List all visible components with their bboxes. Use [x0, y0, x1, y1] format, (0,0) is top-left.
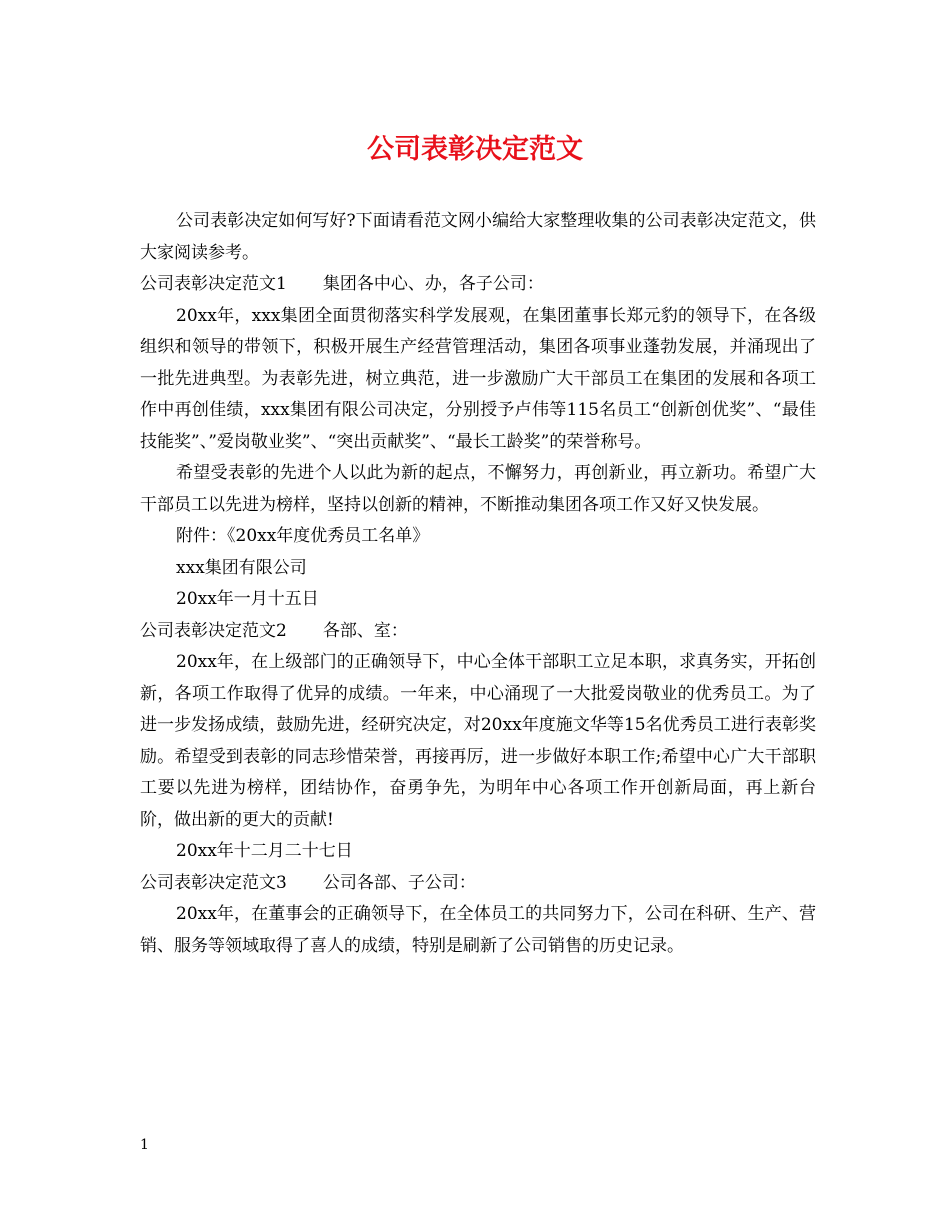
sample1-paragraph-2: 希望受表彰的先进个人以此为新的起点，不懈努力，再创新业，再立新功。希望广大干部员工以先进为榜样，坚持以创新的精神，不断推动集团各项工作又好又快发展。: [140, 463, 816, 515]
sample1-company: xxx集团有限公司: [176, 557, 307, 578]
sample3-recipient: 公司各部、子公司：: [322, 872, 476, 893]
sample1-recipient: 集团各中心、办，各子公司：: [322, 274, 544, 294]
sample1-paragraph-1: 20xx年，xxx集团全面贯彻落实科学发展观，在集团董事长郑元豹的领导下，在各级组织和领导的带领下，积极开展生产经营管理活动，集团各项事业蓬勃发展，并涌现出了一批先进典型。为表彰先进，树立典范，进一步激励广大干部员工在集团的发展和各项工作中再创佳绩，xxx集团有限公司决定，分别授予卢伟等115名员工“创新创优奖”、“最佳技能奖”、”爱岗敬业奖”、“突出贡献奖”、“最长工龄奖”的荣誉称号。: [140, 305, 816, 452]
sample1-date: 20xx年一月十五日: [176, 589, 319, 609]
sample3-heading: 公司表彰决定范文3: [140, 872, 287, 893]
sample1-heading: 公司表彰决定范文1: [140, 274, 287, 294]
document-body: [140, 206, 816, 962]
sample2-heading: 公司表彰决定范文2: [140, 620, 287, 641]
sample1-attachment: 附件：《20xx年度优秀员工名单》: [176, 526, 430, 546]
sample2-heading-line: [140, 616, 816, 648]
sample3-paragraph-1: 20xx年，在董事会的正确领导下，在全体员工的共同努力下，公司在科研、生产、营销、服务等领域取得了喜人的成绩，特别是刷新了公司销售的历史记录。: [140, 904, 816, 956]
intro-paragraph: 公司表彰决定如何写好?下面请看范文网小编给大家整理收集的公司表彰决定范文，供大家阅读参考。: [140, 211, 816, 263]
sample1-heading-line: [140, 269, 816, 301]
sample2-paragraph-1: 20xx年，在上级部门的正确领导下，中心全体干部职工立足本职，求真务实，开拓创新，各项工作取得了优异的成绩。一年来，中心涌现了一大批爱岗敬业的优秀员工。为了进一步发扬成绩，鼓励先进，经研究决定，对20xx年度施文华等15名优秀员工进行表彰奖励。希望受到表彰的同志珍惜荣誉，再接再厉，进一步做好本职工作;希望中心广大干部职工要以先进为榜样，团结协作，奋勇争先，为明年中心各项工作开创新局面，再上新台阶，做出新的更大的贡献!: [140, 652, 816, 830]
sample2-recipient: 各部、室：: [322, 620, 408, 641]
page-number: 1: [140, 1137, 149, 1153]
sample2-date: 20xx年十二月二十七日: [176, 841, 353, 861]
sample3-heading-line: [140, 868, 816, 900]
document-title: 公司表彰决定范文: [367, 134, 583, 165]
